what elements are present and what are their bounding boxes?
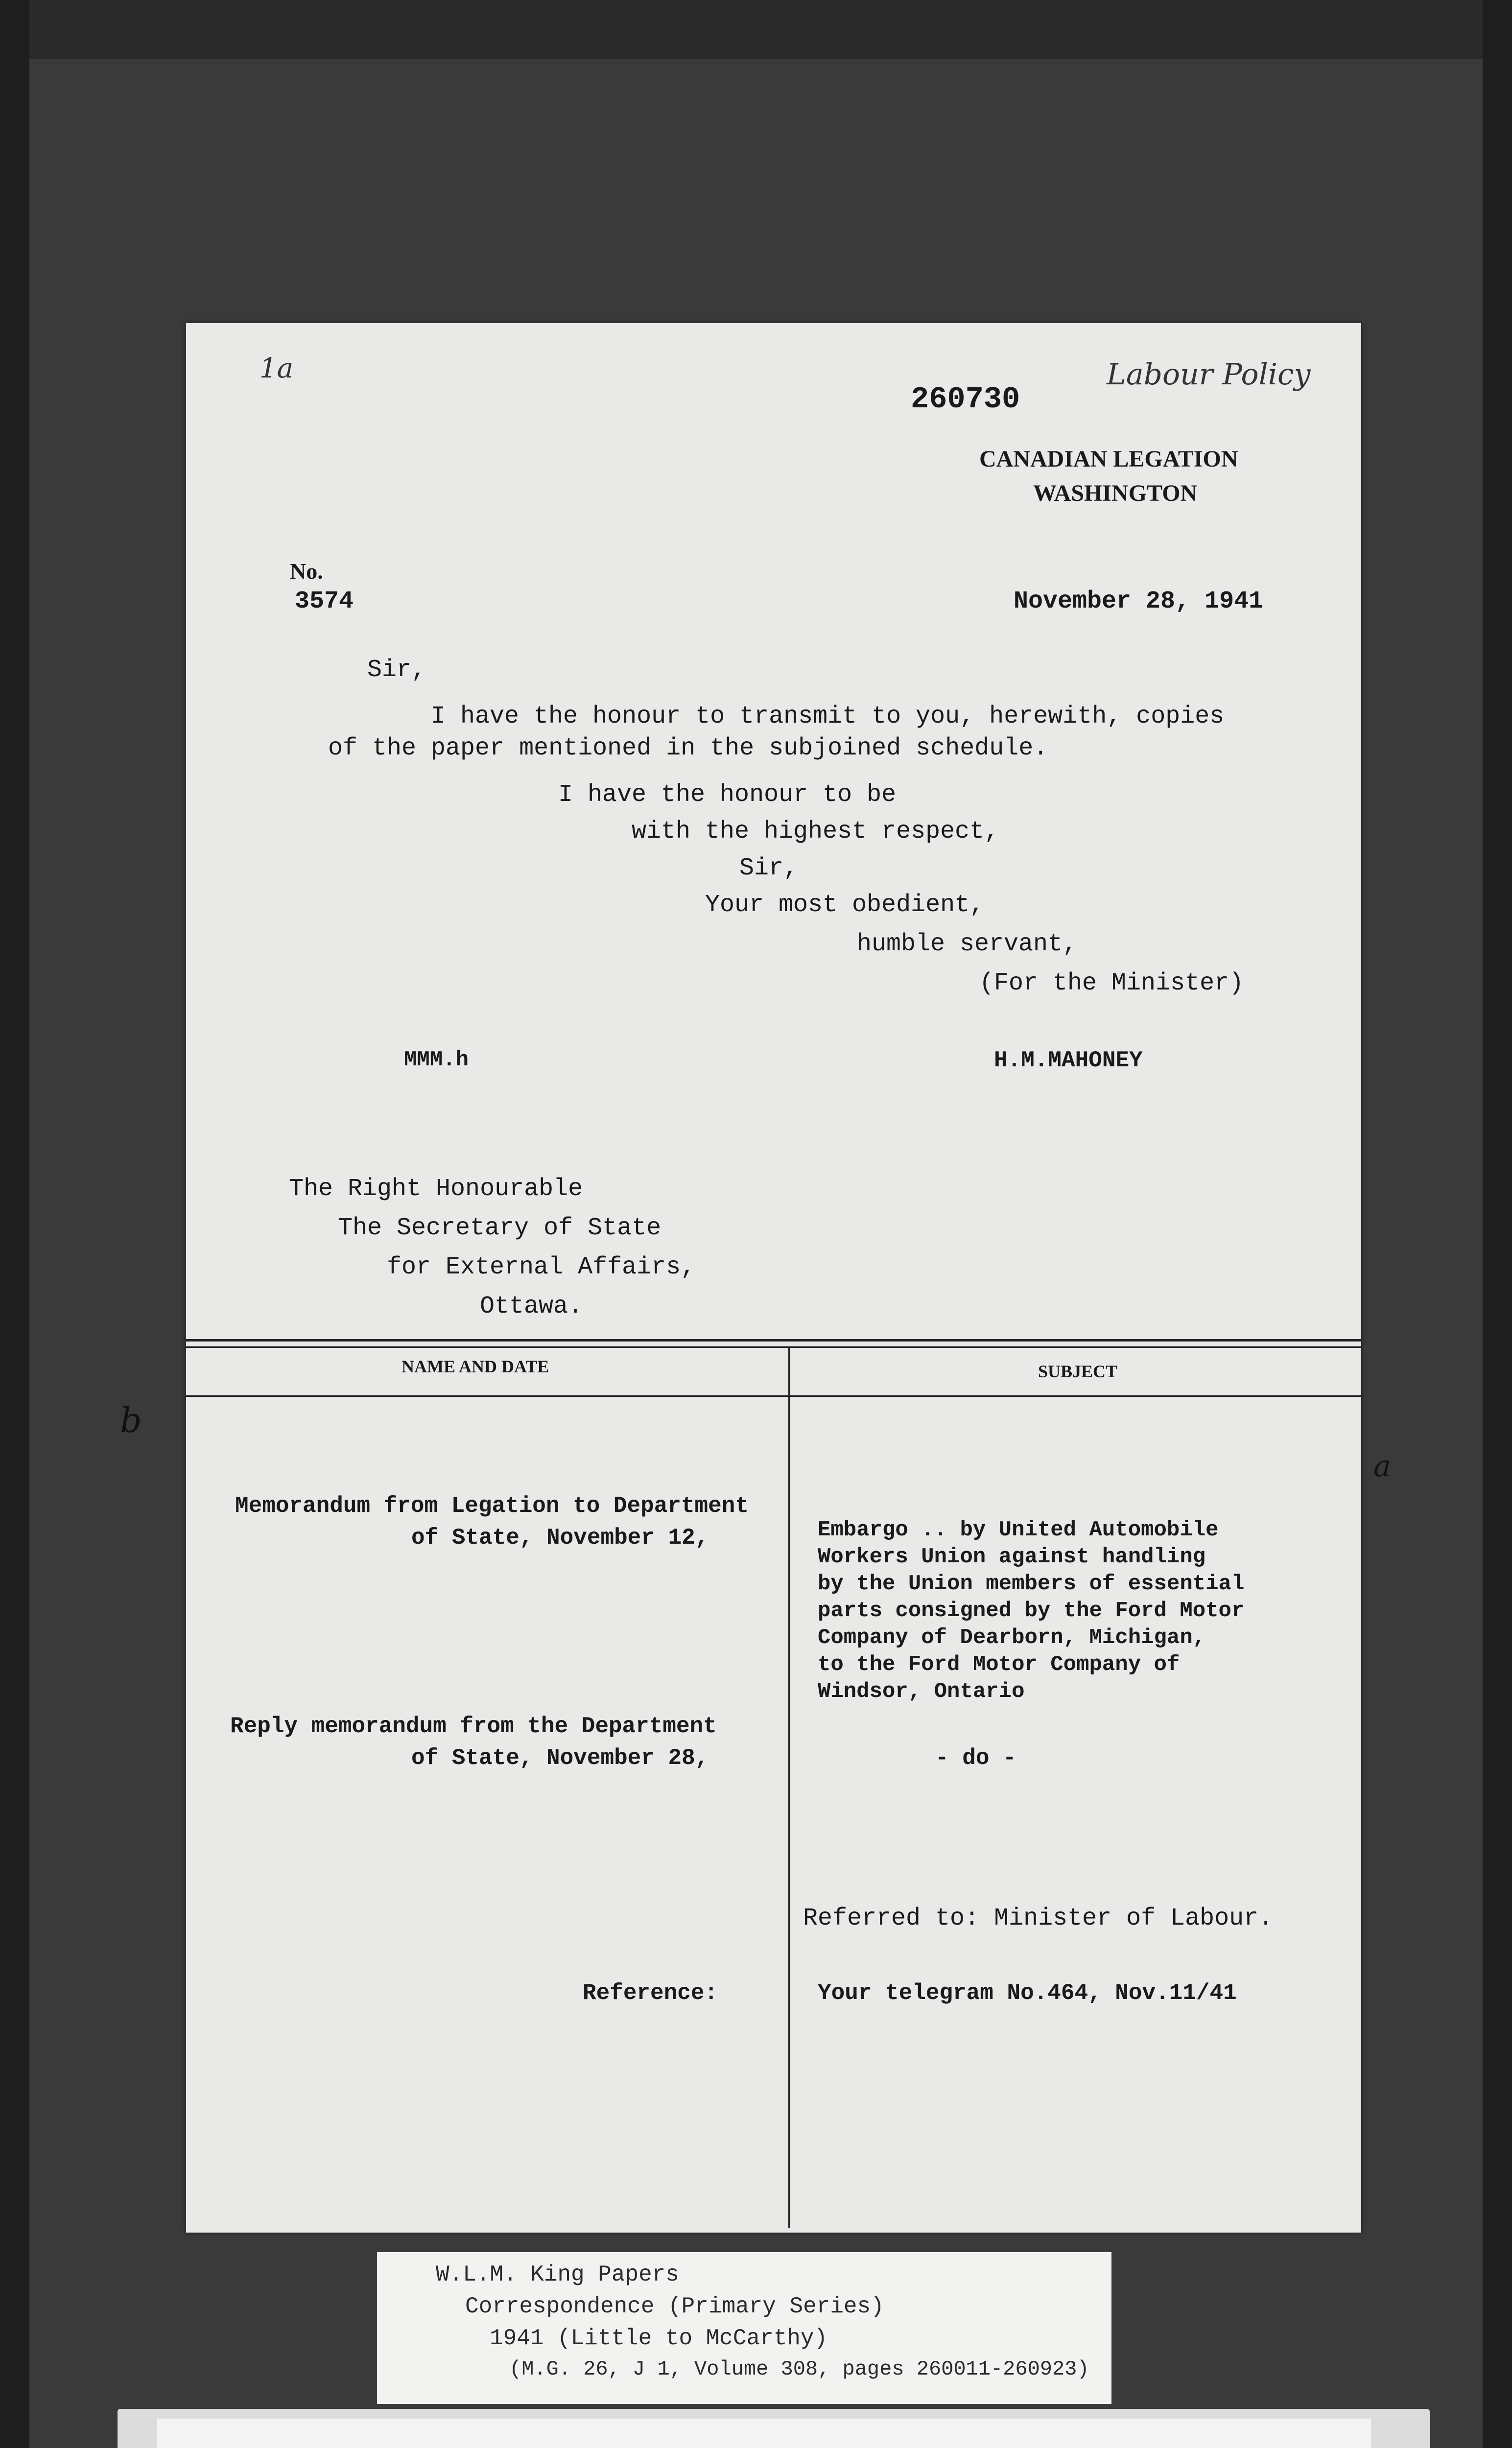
handwritten-mark: 1a xyxy=(260,353,294,384)
row1-subject-line4: parts consigned by the Ford Motor xyxy=(818,1599,1245,1623)
citation-line1: W.L.M. King Papers xyxy=(436,2262,679,2287)
citation-line2: Correspondence (Primary Series) xyxy=(465,2294,884,2319)
dispatch-date: November 28, 1941 xyxy=(1014,588,1264,615)
archives-card-face xyxy=(157,2419,1371,2448)
citation-line3: 1941 (Little to McCarthy) xyxy=(490,2326,828,2351)
signatory: H.M.MAHONEY xyxy=(994,1048,1143,1073)
closing-line5: humble servant, xyxy=(857,930,1078,958)
margin-mark-right: a xyxy=(1373,1449,1391,1483)
row1-subject-line2: Workers Union against handling xyxy=(818,1545,1206,1569)
row2-subject: - do - xyxy=(935,1745,1016,1771)
legation-line1: CANADIAN LEGATION xyxy=(979,446,1238,472)
row2-name-line1: Reply memorandum from the Department xyxy=(230,1714,717,1739)
no-label: No. xyxy=(290,559,323,584)
film-edge-left xyxy=(0,0,29,2448)
row1-subject-line6: to the Ford Motor Company of xyxy=(818,1652,1180,1677)
closing-line3: Sir, xyxy=(739,854,799,882)
dispatch-number: 3574 xyxy=(295,588,354,615)
letter-line2: of the paper mentioned in the subjoined schedule. xyxy=(328,734,1048,762)
legation-line2: WASHINGTON xyxy=(1033,480,1198,506)
row1-subject-line1: Embargo .. by United Automobile xyxy=(818,1518,1219,1542)
film-edge-right xyxy=(1483,0,1512,2448)
schedule-top-rule-double xyxy=(186,1346,1361,1348)
document-number: 260730 xyxy=(911,382,1020,417)
closing-line6: (For the Minister) xyxy=(979,969,1244,997)
closing-line2: with the highest respect, xyxy=(632,818,999,846)
schedule-header-rule xyxy=(186,1395,1361,1397)
row1-subject-line3: by the Union members of essential xyxy=(818,1572,1245,1596)
row1-name-line2: of State, November 12, xyxy=(411,1525,709,1551)
schedule-column-divider xyxy=(788,1346,790,2228)
letter-line1: I have the honour to transmit to you, herewith, copies xyxy=(431,703,1225,730)
row1-subject-line7: Windsor, Ontario xyxy=(818,1679,1025,1704)
reference-label: Reference: xyxy=(583,1980,718,2006)
col-name-header: NAME AND DATE xyxy=(402,1357,549,1376)
row1-name-line1: Memorandum from Legation to Department xyxy=(235,1493,749,1519)
row2-name-line2: of State, November 28, xyxy=(411,1745,709,1771)
archives-card xyxy=(118,2409,1430,2448)
col-subject-header: SUBJECT xyxy=(1038,1362,1118,1381)
reference-value: Your telegram No.464, Nov.11/41 xyxy=(818,1980,1237,2006)
addressee-line3: for External Affairs, xyxy=(387,1253,696,1281)
citation-line4: (M.G. 26, J 1, Volume 308, pages 260011-260923) xyxy=(509,2357,1089,2381)
schedule-top-rule xyxy=(186,1339,1361,1342)
typist-initials: MMM.h xyxy=(404,1048,469,1072)
row1-subject-line5: Company of Dearborn, Michigan, xyxy=(818,1625,1206,1650)
addressee-line4: Ottawa. xyxy=(480,1293,583,1320)
margin-mark-left: b xyxy=(120,1400,142,1440)
handwritten-note: Labour Policy xyxy=(1107,357,1311,392)
archive-citation-label xyxy=(377,2252,1111,2404)
referred-to: Referred to: Minister of Labour. xyxy=(803,1905,1274,1932)
salutation: Sir, xyxy=(367,656,426,684)
addressee-line1: The Right Honourable xyxy=(289,1175,583,1203)
film-edge-top xyxy=(0,0,1512,59)
addressee-line2: The Secretary of State xyxy=(338,1214,662,1242)
closing-line4: Your most obedient, xyxy=(705,891,985,919)
closing-line1: I have the honour to be xyxy=(558,781,897,809)
letter-page xyxy=(186,323,1361,2233)
